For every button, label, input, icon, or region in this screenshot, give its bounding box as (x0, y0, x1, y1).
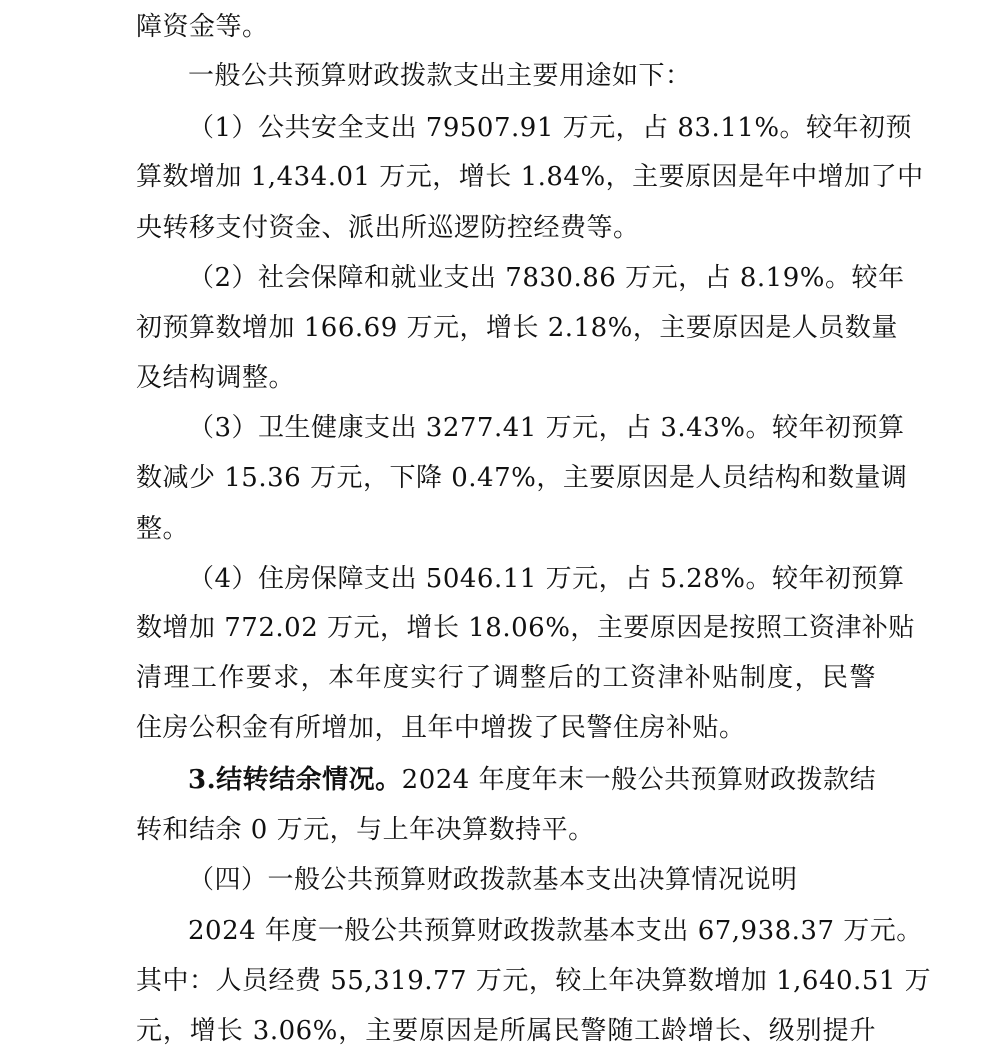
text-line: 住房公积金有所增加，且年中增拨了民警住房补贴。 (136, 713, 746, 743)
text-line: （4）住房保障支出 5046.11 万元，占 5.28%。较年初预算 (188, 564, 905, 594)
text-line: （2）社会保障和就业支出 7830.86 万元，占 8.19%。较年 (188, 263, 905, 293)
text-line: 清理工作要求，本年度实行了调整后的工资津补贴制度，民警 (136, 663, 876, 693)
text-line: 数增加 772.02 万元，增长 18.06%，主要原因是按照工资津补贴 (136, 613, 915, 643)
section-heading: 3.结转结余情况。 (188, 765, 402, 795)
text-line: 数减少 15.36 万元，下降 0.47%，主要原因是人员结构和数量调 (136, 463, 908, 493)
text-line: 一般公共预算财政拨款支出主要用途如下： (188, 61, 692, 91)
text-line: 整。 (136, 514, 190, 544)
section-heading: （四）一般公共预算财政拨款基本支出决算情况说明 (188, 865, 798, 895)
text-line: 央转移支付资金、派出所巡逻防控经费等。 (136, 213, 640, 243)
text-line: （1）公共安全支出 79507.91 万元，占 83.11%。较年初预 (188, 113, 913, 143)
text-line: 元，增长 3.06%，主要原因是所属民警随工龄增长、级别提升 (136, 1016, 876, 1046)
text-line-with-heading (188, 763, 876, 797)
text-line: 算数增加 1,434.01 万元，增长 1.84%，主要原因是年中增加了中 (136, 162, 924, 192)
text-line: 2024 年度一般公共预算财政拨款基本支出 67,938.37 万元。 (188, 916, 923, 946)
text-line: 障资金等。 (136, 12, 269, 42)
text-line: 其中：人员经费 55,319.77 万元，较上年决算数增加 1,640.51 万 (136, 966, 932, 996)
text-line: 及结构调整。 (136, 363, 296, 393)
text-line: 转和结余 0 万元，与上年决算数持平。 (136, 815, 595, 845)
text-line: （3）卫生健康支出 3277.41 万元，占 3.43%。较年初预算 (188, 413, 905, 443)
section-text: 2024 年度年末一般公共预算财政拨款结 (401, 765, 877, 795)
text-line: 初预算数增加 166.69 万元，增长 2.18%，主要原因是人员数量 (136, 313, 898, 343)
